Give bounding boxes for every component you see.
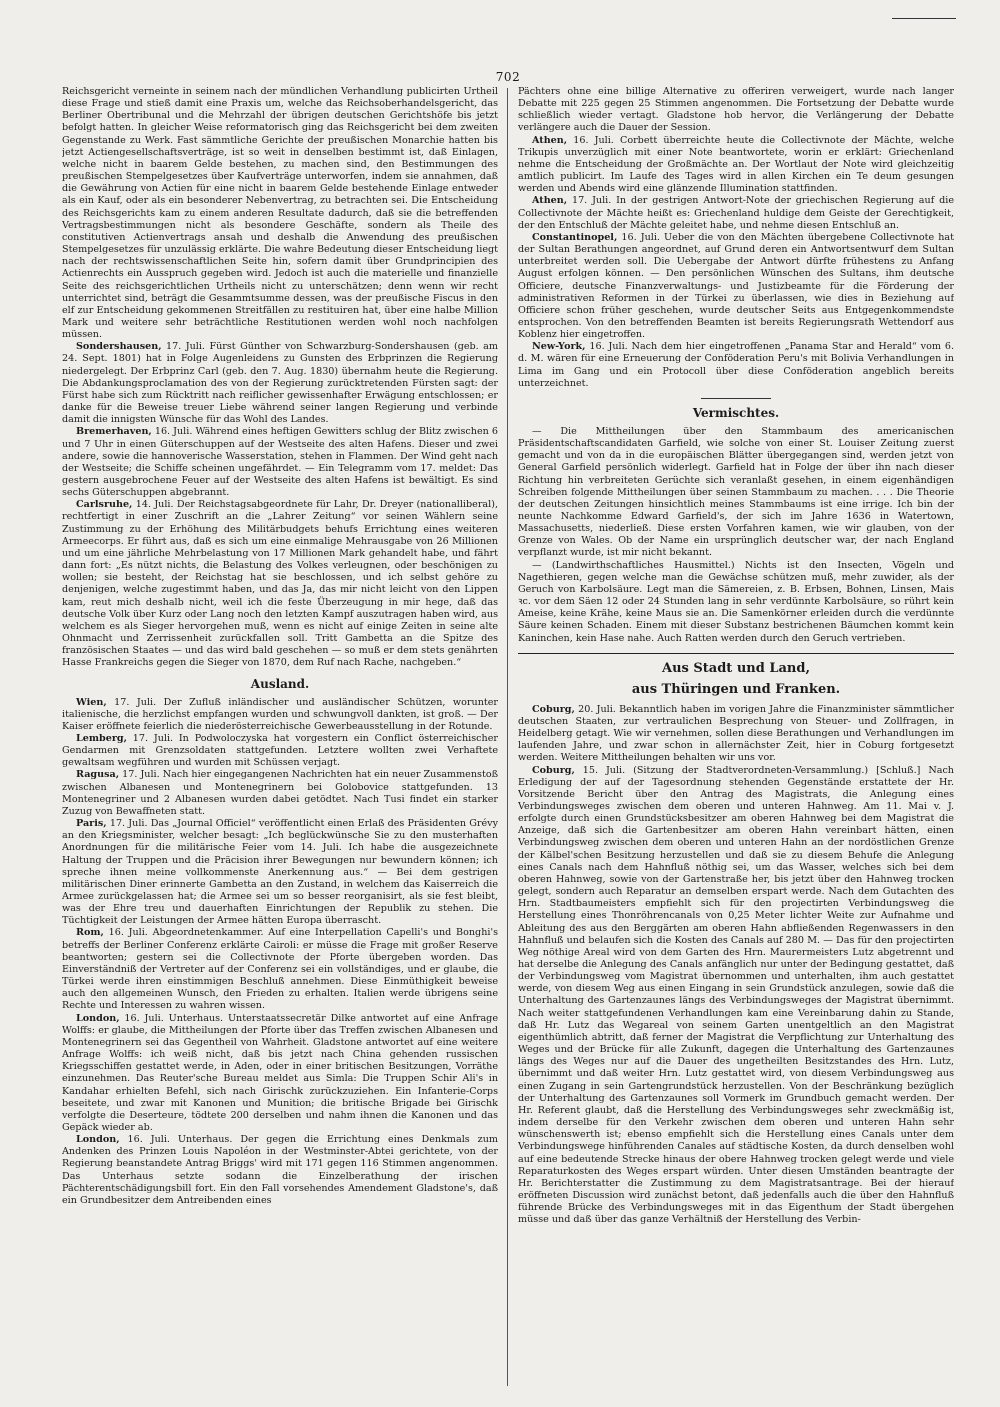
corner-rule <box>892 18 956 19</box>
article-paragraph <box>62 818 498 927</box>
article-paragraph <box>518 560 954 645</box>
right-column <box>518 86 954 1386</box>
article-paragraph <box>518 426 954 560</box>
article-paragraph <box>62 769 498 818</box>
dateline-place: Ragusa, <box>76 769 120 781</box>
article-paragraph <box>62 697 498 733</box>
section-separator <box>518 653 954 654</box>
paragraph-text: 16. Juli. Während eines heftigen Gewitters schlug der Blitz zwischen 6 und 7 Uhr in einen Güterschuppen auf der Westseite des alten Hafens. Dieser und zwei andere, sowie die hannoverische Wasserstation, stehen in Flammen. Der Wind geht nach der Westseite; die Schiffe scheinen ungefährdet. — Ein Telegramm vom 17. meldet: Das gestern ausgebrochene Feuer auf der Westseite des alten Hafens ist bewältigt. Es sind sechs Güterschuppen abgebrannt. <box>62 426 498 499</box>
dateline-place: London, <box>76 1012 120 1024</box>
dateline-place: Lemberg, <box>76 732 127 744</box>
page-number: 702 <box>495 70 521 84</box>
paragraph-text: 17. Juli. Der Zufluß inländischer und ausländischer Schützen, worunter italienische, die herzlichst empfangen wurden und schwungvoll dankten, ist groß. — Der Kaiser eröffnete feierlich die niederösterreichische Gewerbeausstellung in der Rotunde. <box>62 696 498 732</box>
article-paragraph <box>518 232 954 341</box>
paragraph-text: — Die Mittheilungen über den Stammbaum des americanischen Präsidentschaftscandidaten Garfield, wie solche von einer St. Louiser Zeitung zuerst gemacht und von da in die europäischen Blätter übergegangen sind, werden jetzt von General Garfield persönlich widerlegt. Garfield hat in Folge der über ihn nach dieser Richtung hin verbreiteten Gerüchte sich veranlaßt gesehen, in einem eigenhändigen Schreiben folgende Mittheilungen über seinen Stammbaum zu machen. . . . Die Theorie der deutschen Zeitungen hinsichtlich meines Stammbaums ist eine irrige. Ich bin der neunte Nachkomme Edward Garfield's, der sich im Jahre 1636 in Watertown, Massachusetts, niederließ. Diese ersten Vorfahren kamen, wie wir glauben, von der Grenze von Wales. Ob der Name ein ursprünglich deutscher war, der nach England verpflanzt wurde, ist mir nicht bekannt. <box>518 425 954 559</box>
article-paragraph <box>62 341 498 426</box>
article-paragraph <box>518 135 954 196</box>
section-heading: Ausland. <box>250 676 310 691</box>
article-paragraph <box>62 499 498 669</box>
paragraph-text: 20. Juli. Bekanntlich haben im vorigen Jahre die Finanzminister sämmtlicher deutschen Staaten, zur vertraulichen Besprechung von Steuer- und Zollfragen, in Heidelberg getagt. Wie wir vernehmen, sollen diese Berathungen und Verhandlungen im laufenden Jahre, und zwar schon in allernächster Zeit, hier in Coburg fortgesetzt werden. Weitere Mittheilungen behalten wir uns vor. <box>518 703 954 764</box>
dateline-place: Paris, <box>76 818 107 830</box>
short-divider <box>701 398 771 399</box>
dateline-place: London, <box>76 1134 120 1146</box>
section-heading: aus Thüringen und Franken. <box>631 681 841 697</box>
paragraph-text: 17. Juli. Nach hier eingegangenen Nachrichten hat ein neuer Zusammenstoß zwischen Albanesen und Montenegrinern bei Golobovice stattgefunden. 13 Montenegriner und 2 Albanesen wurden dabei getödtet. Nach Tusi findet ein starker Zuzug von Bewaffneten statt. <box>62 769 498 817</box>
dateline-place: Sondershausen, <box>76 341 162 353</box>
paragraph-text: 17. Juli. In Podwoloczyska hat vorgestern ein Conflict österreichischer Gendarmen mit Grenzsoldaten stattgefunden. Letztere wollten zwei Verhaftete gewaltsam wegführen und wurden mit Schüssen verjagt. <box>62 732 498 769</box>
newspaper-page <box>62 68 954 1386</box>
paragraph-text: 17. Juli. Fürst Günther von Schwarzburg-Sondershausen (geb. am 24. Sept. 1801) hat in Folge Augenleidens zu Gunsten des Erbprinzen die Regierung niedergelegt. Der Erbprinz Carl (geb. den 7. Aug. 1830) übernahm heute die Regierung. Die Abdankungsproclamation des von der Regierung zurücktretenden Fürsten sagt: der Fürst habe sich zum Rücktritt nach reiflicher gewissenhafter Erwägung entschlossen; er danke für die Beweise treuer Liebe während seiner langen Regierung und verbinde damit die innigsten Wünsche für das Wohl des Landes. <box>62 341 498 426</box>
article-paragraph <box>518 86 954 135</box>
paragraph-text: 17. Juli. Das „Journal Officiel“ veröffentlicht einen Erlaß des Präsidenten Grévy an den Kriegsminister, welcher besagt: „Ich beglückwünsche Sie zu den musterhaften Anordnungen für die militärische Feier vom 14. Juli. Ich habe die ausgezeichnete Haltung der Truppen und die Präcision ihrer Bewegungen nur bewundern können; ich spreche ihnen meine vollkommenste Anerkennung aus.“ — Bei dem gestrigen militärischen Diner erinnerte Gambetta an den Zustand, in welchem das Kaiserreich die Armee zurückgelassen hat; die Armee sei um so besser reorganisirt, als sie fest bleibt, was der Ehre treu und dauerhaften Einrichtungen der Republik zu stehen. Die Tüchtigkeit der Leistungen der Armee hätten Europa überrascht. <box>62 818 498 927</box>
article-paragraph <box>62 1134 498 1207</box>
dateline-place: Coburg, <box>532 764 575 776</box>
article-paragraph <box>518 765 954 1227</box>
article-paragraph <box>62 1013 498 1135</box>
left-column <box>62 86 498 1386</box>
section-heading: Vermischtes. <box>692 405 780 420</box>
article-paragraph <box>62 733 498 769</box>
dateline-place: Bremerhaven, <box>76 426 152 438</box>
paragraph-text: Reichsgericht verneinte in seinem nach der mündlichen Verhandlung publicirten Urtheil diese Frage und stieß damit eine Praxis um, welche das Reichsoberhandelsgericht, das Berliner Obertribunal und die Mehrzahl der übrigen deutschen Gerichtshöfe bis jetzt befolgt hatten. In gleicher Weise reformatorisch ging das Reichsgericht bei dem zweiten Gegenstande zu Werk. Fast sämmtliche Gerichte der preußischen Monarchie hatten bis jetzt Actiengesellschaftsverträge, ist so weit in denselben bestimmt ist, daß Einlagen, welche nicht in baarem Gelde bestehen, zu machen sind, den Bestimmungen des preußischen Stempelgesetzes über Kaufverträge unterworfen, indem sie annahmen, daß die Gewährung von Actien für eine nicht in baarem Gelde bestehende Einlage entweder als ein Kauf, oder als ein besonderer Nebenvertrag, zu betrachten sei. Die Entscheidung des Reichsgerichts kam zu einem anderen Resultate dadurch, daß sie die betreffenden Vertragsbestimmungen nicht als besondere Geschäfte, sondern als Theile des constitutiven Actienvertrags ansah und deshalb die Anwendung des preußischen Stempelgesetzes für unzulässig erklärte. Die wahre Bedeutung dieser Entscheidung liegt nach der rechtswissenschaftlichen Seite hin, sofern damit über Grundprincipien des Actienrechts ein Ausspruch gegeben wird. Jedoch ist auch die materielle und finanzielle Seite des reichsgerichtlichen Urtheils nicht zu unterschätzen; denn wenn wir recht unterrichtet sind, beträgt die Gesammtsumme dessen, was der preußische Fiscus in den elf zur Entscheidung gekommenen Streitfällen zu restituiren hat, über eine halbe Million Mark und weitere sehr beträchtliche Restitutionen werden wohl noch nachfolgen müssen. <box>62 86 498 341</box>
paragraph-text: 17. Juli. In der gestrigen Antwort-Note der griechischen Regierung auf die Collectivnote der Mächte heißt es: Griechenland huldige dem Geiste der Gerechtigkeit, der den Entschluß der Mächte geleitet habe, und nehme diesen Entschluß an. <box>518 195 954 231</box>
article-paragraph <box>62 86 498 341</box>
section-heading: Aus Stadt und Land, <box>662 660 810 676</box>
article-paragraph <box>62 927 498 1012</box>
paragraph-text: 16. Juli. Abgeordnetenkammer. Auf eine Interpellation Capelli's und Bonghi's betreffs der Berliner Conferenz erklärte Cairoli: er müsse die Frage mit großer Reserve beantworten; gestern sei die Collectivnote der Pforte übergeben worden. Das Einverständniß der Vertreter auf der Conferenz sei ein vollständiges, und er glaube, die Türkei werde ihren einstimmigen Beschluß annehmen. Diese Einmüthigkeit beweise auch den allgemeinen Wunsch, den Frieden zu erhalten. Italien werde übrigens seine Rechte und Interessen zu wahren wissen. <box>62 927 498 1012</box>
article-paragraph <box>518 704 954 765</box>
paragraph-text: 16. Juli. Unterhaus. Der gegen die Errichtung eines Denkmals zum Andenken des Prinzen Louis Napoléon in der Westminster-Abtei gerichtete, von der Regierung beanstandete Antrag Briggs' wird mit 171 gegen 116 Stimmen angenommen. Das Unterhaus setzte sodann die Einzelberathung der irischen Pächterentschädigungsbill fort. Ein den Fall vorsehendes Amendement Gladstone's, daß ein Grundbesitzer dem Antreibenden eines <box>62 1134 498 1206</box>
paragraph-text: 14. Juli. Der Reichstagsabgeordnete für Lahr, Dr. Dreyer (nationalliberal), rechtfertigt in einer Zuschrift an die „Lahrer Zeitung“ vor seinen Wählern seine Zustimmung zu der Erhöhung des Militärbudgets behufs Errichtung eines weiteren Armeecorps. Er führt aus, daß es sich um eine einmalige Mehrausgabe von 26 Millionen und um eine jährliche Mehrbelastung von 17 Millionen Mark gehandelt habe, und fährt dann fort: „Es nützt nichts, die Belastung des Volkes verleugnen, oder beschönigen zu wollen; sie besteht, der Reichstag hat sie beschlossen, und ich selbst gehöre zu denjenigen, welche zugestimmt haben, und das Ja, das mir nicht leicht von den Lippen kam, reut mich deshalb nicht, weil ich die feste Überzeugung in mir hege, daß das deutsche Volk über Kurz oder Lang noch den letzten Kampf auszutragen haben wird, aus welchem es als Sieger hervorgehen muß, wenn es nicht auf einige Zeiten in seine alte Ohnmacht und Zerrissenheit zurückfallen soll. Tritt Gambetta an die Spitze des französischen Staates — und das wird bald geschehen — so muß er dem stets genährten Hasse Frankreichs gegen die Sieger von 1870, dem Ruf nach Rache, nachgeben.“ <box>62 499 498 669</box>
article-paragraph <box>518 341 954 390</box>
paragraph-text: — (Landwirthschaftliches Hausmittel.) Nichts ist den Insecten, Vögeln und Nagethieren, gegen welche man die Gewächse schützen muß, mehr zuwider, als der Geruch von Karbolsäure. Legt man die Sämereien, z. B. Erbsen, Bohnen, Linsen, Mais ꝛc. vor dem Säen 12 oder 24 Stunden lang in sehr verdünnte Karbolsäure, so rührt kein Ameise, keine Krähe, keine Maus sie an. Die Samenkörner erleiden durch die verdünnte Säure keinen Schaden. Einem mit dieser Substanz bestrichenen Bäumchen kommt kein Kaninchen, kein Hase nahe. Auch Ratten werden durch den Geruch vertrieben. <box>518 559 954 644</box>
dateline-place: Carlsruhe, <box>76 499 133 511</box>
paragraph-text: 15. Juli. (Sitzung der Stadtverordneten-Versammlung.) [Schluß.] Nach Erledigung der auf der Tagesordnung stehenden Gegenstände erstattete der Hr. Vorsitzende Bericht über den Antrag des Magistrats, die Anlegung eines Verbindungsweges zwischen dem oberen und unteren Hahnweg. Am 11. Mai v. J. erfolgte durch einen Grundstücksbesitzer am oberen Hahnweg bei dem Magistrat die Anzeige, daß sich die Gartenbesitzer am oberen Hahn vereinbart hätten, einen Verbindungsweg zwischen dem oberen und unteren Hahn an der nordöstlichen Grenze der Kälbel'schen Besitzung herzustellen und daß sie zu diesem Behufe die Anlegung eines Canals nach dem Hahnfluß nöthig sei, um das Wasser, welches sich bei dem oberen Hahnweg, sowie von der Gartenstraße her, bis jetzt über den Hahnweg trocken gelegt, sondern auch Reparatur an demselben erspart werde. Nach dem Gutachten des Hrn. Stadtbaumeisters empfiehlt sich für den projectirten Verbindungsweg die Herstellung eines Thonröhrencanals von 0,25 Meter lichter Weite zur Aufnahme und Ableitung des aus den Berggärten am oberen Hahn abfließenden Regenwassers in den Hahnfluß und belaufen sich die Kosten des Canals auf 280 M. — Das für den projectirten Weg nöthige Areal wird von dem Garten des Hrn. Maurermeisters Lutz abgetrennt und hat derselbe die Anlegung des Canals anfänglich nur unter der Bedingung gestattet, daß der Verbindungsweg vom Magistrat übernommen und unterhalten, ihm auch gestattet werde, von diesem Weg aus einen Eingang in sein Grundstück anzulegen, sowie daß die Unterhaltung des Gartenzaunes längs des Verbindungsweges der Magistrat übernimmt. Nach weiter stattgefundenen Verhandlungen kam eine Vereinbarung dahin zu Stande, daß Hr. Lutz das Wegareal von seinem Garten unentgeltlich an den Magistrat eigenthümlich abtritt, daß ferner der Magistrat die Verpflichtung zur Unterhaltung des Weges und der Brücke für alle Zukunft, dagegen die Unterhaltung des Gartenzaunes längs des Weges nur auf die Dauer des ungetheilten Besitzstandes des Hrn. Lutz, übernimmt und daß weiter Hrn. Lutz gestattet wird, von diesem Verbindungsweg aus einen Zugang in sein Gartengrundstück herzustellen. Von der Beschränkung bezüglich der Unterhaltung des Gartenzaunes soll Vormerk im Grundbuch gemacht werden. Der Hr. Referent glaubt, daß die Herstellung des Verbindungsweges sehr zweckmäßig ist, indem derselbe für den Verkehr zwischen dem oberen und unteren Hahn sehr wünschenswerth ist; ebenso empfiehlt sich die Herstellung eines Canals unter dem Verbindungswege hinführenden Canales auf städtische Kosten, da durch denselben wohl auf eine bedeutende Strecke hinaus der obere Hahnweg trocken gelegt werde und viele Reparaturkosten des Weges erspart würden. Unter diesen Umständen beantragte der Hr. Berichterstatter die Zustimmung zu dem Magistratsantrage. Bei der hierauf eröffneten Discussion wird zunächst betont, daß jedenfalls auch die über den Hahnfluß führende Brücke des Verbindungsweges mit in das Eigenthum der Stadt übergehen müsse und daß über das ganze Verhältniß der Herstellung des Verbin- <box>518 764 954 1226</box>
dateline-place: Constantinopel, <box>532 231 618 243</box>
dateline-place: Athen, <box>532 134 568 146</box>
dateline-place: Athen, <box>532 195 568 207</box>
paragraph-text: 16. Juli. Corbett überreichte heute die Collectivnote der Mächte, welche Trikupis unverzüglich mit einer Note beantwortete, worin er erklärt: Griechenland nehme die Entscheidung der Großmächte an. Der Wortlaut der Note wird gleichzeitig amtlich publicirt. Im Laufe des Tages wird in allen Kirchen ein Te deum gesungen werden und Abends wird eine glänzende Illumination stattfinden. <box>518 134 954 195</box>
article-paragraph <box>62 426 498 499</box>
column-divider <box>507 88 508 1386</box>
dateline-place: New-York, <box>532 341 586 353</box>
dateline-place: Coburg, <box>532 703 575 715</box>
paragraph-text: 16. Juli. Ueber die von den Mächten übergebene Collectivnote hat der Sultan Berathungen angeordnet, auf Grund deren ein Antwortsentwurf dem Sultan unterbreitet werden soll. Die Uebergabe der Antwort dürfte frühestens zu Anfang August erfolgen können. — Den persönlichen Wünschen des Sultans, ihm deutsche Officiere, deutsche Finanzverwaltungs- und Justizbeamte für die Förderung der administrativen Reformen in der Türkei zu überlassen, wie dies in Beziehung auf Officiere schon früher geschehen, wurde deutscher Seits aus Entgegenkommendste entsprochen. Von den betreffenden Beamten ist bereits Regierungsrath Wettendorf aus Koblenz hier eingetroffen. <box>518 231 954 341</box>
dateline-place: Rom, <box>76 927 104 939</box>
paragraph-text: 16. Juli. Nach dem hier eingetroffenen „Panama Star and Herald“ vom 6. d. M. wären für eine Erneuerung der Conföderation Peru's mit Bolivia Verhandlungen in Lima im Gang und ein Protocoll über diese Conföderation angeblich bereits unterzeichnet. <box>518 341 954 389</box>
article-paragraph <box>518 195 954 231</box>
dateline-place: Wien, <box>76 696 107 708</box>
paragraph-text: 16. Juli. Unterhaus. Unterstaatssecretär Dilke antwortet auf eine Anfrage Wolffs: er glaube, die Mittheilungen der Pforte über das Treffen zwischen Albanesen und Montenegrinern sei das Gegentheil von Wahrheit. Gladstone antwortet auf eine weitere Anfrage Wolffs: ich weiß nicht, daß bis jetzt nach China gehenden russischen Kriegsschiffen gestattet werde, in Aden, oder in einer britischen Besitzungen, Vorräthe einzunehmen. Das Reuter'sche Bureau meldet aus Simla: Die Truppen Schir Ali's in Kandahar erhielten Befehl, sich nach Girischk zurückzuziehen. Ein Infanterie-Corps beseitete, und zwar mit Kanonen und Munition; die britische Brigade bei Girischk verfolgte die Deserteure, tödtete 200 derselben und nahm ihnen die Kanonen und das Gepäck wieder ab. <box>62 1012 498 1133</box>
paragraph-text: Pächters ohne eine billige Alternative zu offeriren verweigert, wurde nach langer Debatte mit 225 gegen 25 Stimmen angenommen. Die Fortsetzung der Debatte wurde schließlich wieder vertagt. Gladstone hob hervor, die Verlängerung der Debatte verlängere auch die Dauer der Session. <box>518 86 954 134</box>
